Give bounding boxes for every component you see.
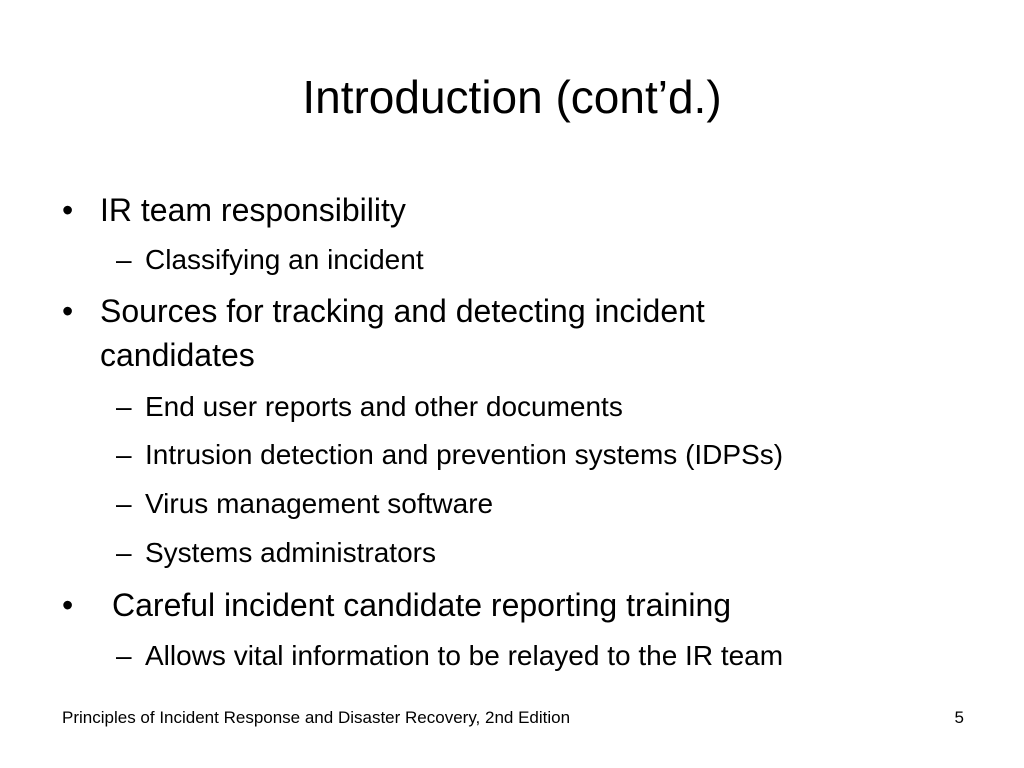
sub-bullet-marker: – xyxy=(116,537,132,568)
bullet-marker: • xyxy=(62,587,74,623)
bullet-text: IR team responsibility xyxy=(100,192,406,228)
bullet-text: Careful incident candidate reporting training xyxy=(112,587,732,623)
sub-bullet-marker: – xyxy=(116,391,132,422)
bullet-marker: • xyxy=(62,192,74,228)
sub-bullet-text: Classifying an incident xyxy=(145,244,424,275)
bullet-marker: • xyxy=(62,293,74,329)
bullet-text: Sources for tracking and detecting incident candidates xyxy=(100,293,705,373)
sub-bullet-text: Allows vital information to be relayed to the IR team xyxy=(145,640,784,671)
slide-title: Introduction (cont’d.) xyxy=(302,71,722,123)
sub-bullet-text: Intrusion detection and prevention systems (IDPSs) xyxy=(145,439,784,470)
page-number: 5 xyxy=(954,708,964,727)
sub-bullet-text: End user reports and other documents xyxy=(145,391,623,422)
sub-bullet-marker: – xyxy=(116,244,132,275)
sub-bullet-marker: – xyxy=(116,640,132,671)
sub-bullet-marker: – xyxy=(116,439,132,470)
sub-bullet-text: Virus management software xyxy=(145,488,494,519)
footer-text: Principles of Incident Response and Disaster Recovery, 2nd Edition xyxy=(62,708,571,727)
sub-bullet-text: Systems administrators xyxy=(145,537,436,568)
sub-bullet-marker: – xyxy=(116,488,132,519)
